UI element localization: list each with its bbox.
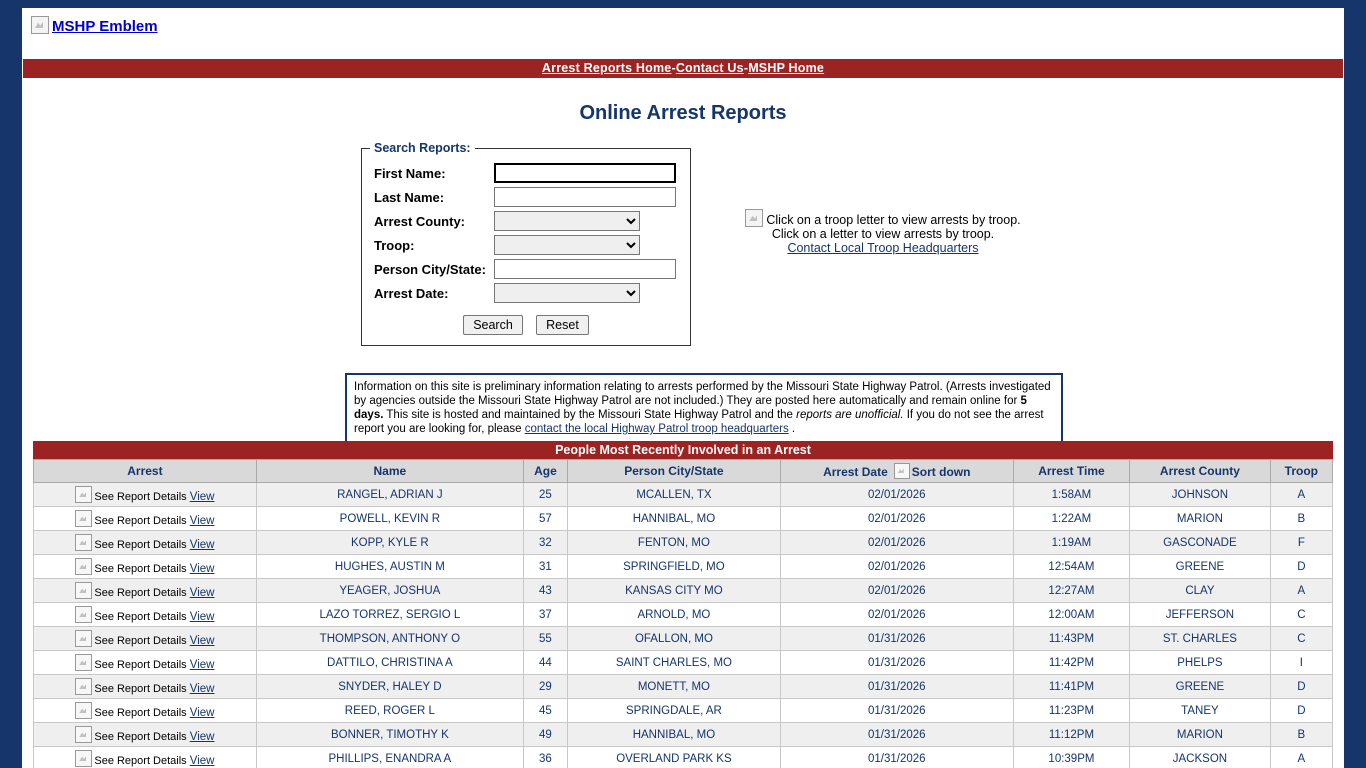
nav-arrest-reports-home[interactable]: Arrest Reports Home xyxy=(541,61,672,75)
column-header-troop[interactable]: Troop xyxy=(1270,460,1332,483)
name-cell: KOPP, KYLE R xyxy=(256,531,523,555)
broken-image-icon xyxy=(75,750,92,767)
broken-image-icon xyxy=(75,582,92,599)
arrest-time-cell: 1:58AM xyxy=(1013,483,1129,507)
broken-image-icon xyxy=(745,209,763,227)
arrest-date-cell: 01/31/2026 xyxy=(780,627,1013,651)
column-header-arrest[interactable]: Arrest xyxy=(34,460,257,483)
age-cell: 49 xyxy=(523,723,567,747)
arrest-date-cell: 02/01/2026 xyxy=(780,507,1013,531)
column-header-name[interactable]: Name xyxy=(256,460,523,483)
arrest-time-cell: 10:39PM xyxy=(1013,747,1129,768)
see-report-details-alt-text: See Report Details xyxy=(94,707,190,719)
troop-cell: C xyxy=(1270,627,1332,651)
contact-local-troop-headquarters-link[interactable]: Contact Local Troop Headquarters xyxy=(787,241,979,255)
troop-hq-link-wrap xyxy=(703,241,1063,255)
arrest-time-cell: 1:19AM xyxy=(1013,531,1129,555)
arrest-date-cell: 01/31/2026 xyxy=(780,747,1013,768)
name-cell: RANGEL, ADRIAN J xyxy=(256,483,523,507)
view-report-link[interactable]: View xyxy=(189,755,215,767)
arrest-county-cell: MARION xyxy=(1130,723,1271,747)
troop-cell: C xyxy=(1270,603,1332,627)
arrest-date-label: Arrest Date: xyxy=(374,285,449,301)
notice-text-1: Information on this site is preliminary information relating to arrests performed by the Missouri State Highway Patrol. (Arrests investigated by agencies outside the Missouri State Highway Patrol are not included.) They are posted here automatically and remain online for xyxy=(354,381,1051,407)
search-reports-fieldset xyxy=(361,141,691,346)
troop-cell: A xyxy=(1270,483,1332,507)
age-cell: 29 xyxy=(523,675,567,699)
name-cell: PHILLIPS, ENANDRA A xyxy=(256,747,523,768)
nav-separator-1: - xyxy=(671,61,676,75)
see-report-details-alt-text: See Report Details xyxy=(94,611,190,623)
arrest-county-cell: GASCONADE xyxy=(1130,531,1271,555)
column-header-arrest-date-label: Arrest Date xyxy=(823,465,888,479)
view-report-link[interactable]: View xyxy=(189,587,215,599)
notice-text-2: This site is hosted and maintained by the Missouri State Highway Patrol and the xyxy=(383,409,797,421)
arrest-county-cell: TANEY xyxy=(1130,699,1271,723)
arrest-date-cell: 02/01/2026 xyxy=(780,579,1013,603)
arrest-results-table xyxy=(33,459,1333,768)
view-report-link[interactable]: View xyxy=(189,707,215,719)
person-city-state-cell: HANNIBAL, MO xyxy=(568,507,781,531)
troop-label: Troop: xyxy=(374,237,415,253)
top-navbar xyxy=(23,59,1343,78)
arrest-county-label: Arrest County: xyxy=(374,213,466,229)
column-header-arrest-time[interactable]: Arrest Time xyxy=(1013,460,1129,483)
arrest-county-cell: JOHNSON xyxy=(1130,483,1271,507)
troop-map-alt-text: Click on a troop letter to view arrests by troop. xyxy=(766,213,1021,227)
arrest-county-cell: ST. CHARLES xyxy=(1130,627,1271,651)
arrest-report-cell xyxy=(34,723,257,747)
broken-image-icon xyxy=(75,678,92,695)
see-report-details-alt-text: See Report Details xyxy=(94,515,190,527)
arrest-report-cell xyxy=(34,675,257,699)
arrest-time-cell: 11:41PM xyxy=(1013,675,1129,699)
last-name-label: Last Name: xyxy=(374,189,445,205)
disclaimer-notice xyxy=(345,373,1063,443)
table-row xyxy=(34,579,1333,603)
arrest-county-cell: JACKSON xyxy=(1130,747,1271,768)
arrest-report-cell xyxy=(34,555,257,579)
broken-image-icon xyxy=(75,534,92,551)
age-cell: 43 xyxy=(523,579,567,603)
arrest-report-cell xyxy=(34,699,257,723)
view-report-link[interactable]: View xyxy=(189,659,215,671)
search-buttons xyxy=(370,305,682,335)
view-report-link[interactable]: View xyxy=(189,611,215,623)
person-city-state-label: Person City/State: xyxy=(374,261,486,277)
first-name-input[interactable] xyxy=(494,163,676,183)
results-title: People Most Recently Involved in an Arrest xyxy=(33,441,1333,459)
troop-cell: I xyxy=(1270,651,1332,675)
troop-cell: B xyxy=(1270,507,1332,531)
person-city-state-cell: OVERLAND PARK KS xyxy=(568,747,781,768)
arrest-date-cell xyxy=(490,281,680,305)
mshp-emblem-alt-text[interactable]: MSHP Emblem xyxy=(52,18,158,35)
name-cell: BONNER, TIMOTHY K xyxy=(256,723,523,747)
search-legend: Search Reports: xyxy=(374,141,471,155)
first-name-label: First Name: xyxy=(374,165,446,181)
name-cell: THOMPSON, ANTHONY O xyxy=(256,627,523,651)
person-city-state-cell: KANSAS CITY MO xyxy=(568,579,781,603)
table-row xyxy=(34,651,1333,675)
arrest-report-cell xyxy=(34,483,257,507)
arrest-time-cell: 12:27AM xyxy=(1013,579,1129,603)
column-header-arrest-date[interactable] xyxy=(780,460,1013,483)
form-row-first-name xyxy=(370,161,680,185)
age-cell: 45 xyxy=(523,699,567,723)
table-row xyxy=(34,555,1333,579)
sort-down-icon xyxy=(894,463,910,479)
troop-cell: D xyxy=(1270,555,1332,579)
reset-button[interactable]: Reset xyxy=(536,315,589,335)
arrest-time-cell: 11:43PM xyxy=(1013,627,1129,651)
arrest-county-cell: MARION xyxy=(1130,507,1271,531)
page-title: Online Arrest Reports xyxy=(579,102,787,124)
age-cell: 31 xyxy=(523,555,567,579)
arrest-report-cell xyxy=(34,603,257,627)
table-row xyxy=(34,603,1333,627)
arrest-date-select[interactable] xyxy=(494,283,640,303)
search-area xyxy=(23,141,1343,356)
view-report-link[interactable]: View xyxy=(189,683,215,695)
age-cell: 57 xyxy=(523,507,567,531)
nav-mshp-home[interactable]: MSHP Home xyxy=(748,61,825,75)
see-report-details-alt-text: See Report Details xyxy=(94,755,190,767)
table-row xyxy=(34,507,1333,531)
search-form-table xyxy=(370,161,680,305)
form-row-last-name xyxy=(370,185,680,209)
arrest-report-cell xyxy=(34,531,257,555)
broken-image-icon xyxy=(75,486,92,503)
nav-contact-us[interactable]: Contact Us xyxy=(675,61,744,75)
arrest-date-cell: 01/31/2026 xyxy=(780,675,1013,699)
form-row-arrest-county xyxy=(370,209,680,233)
view-report-link[interactable]: View xyxy=(189,491,215,503)
broken-image-icon xyxy=(75,654,92,671)
table-row xyxy=(34,747,1333,768)
troop-cell: D xyxy=(1270,699,1332,723)
person-city-state-cell: SPRINGFIELD, MO xyxy=(568,555,781,579)
age-cell: 55 xyxy=(523,627,567,651)
name-cell: LAZO TORREZ, SERGIO L xyxy=(256,603,523,627)
age-cell: 37 xyxy=(523,603,567,627)
see-report-details-alt-text: See Report Details xyxy=(94,563,190,575)
arrest-time-cell: 11:12PM xyxy=(1013,723,1129,747)
name-cell: DATTILO, CHRISTINA A xyxy=(256,651,523,675)
age-cell: 44 xyxy=(523,651,567,675)
arrest-county-select[interactable] xyxy=(494,211,640,231)
arrest-report-cell xyxy=(34,627,257,651)
age-cell: 25 xyxy=(523,483,567,507)
person-city-state-cell: HANNIBAL, MO xyxy=(568,723,781,747)
name-cell: SNYDER, HALEY D xyxy=(256,675,523,699)
table-row xyxy=(34,627,1333,651)
arrest-county-cell: PHELPS xyxy=(1130,651,1271,675)
table-row xyxy=(34,531,1333,555)
view-report-link[interactable]: View xyxy=(189,539,215,551)
arrest-county-cell: GREENE xyxy=(1130,675,1271,699)
name-cell: REED, ROGER L xyxy=(256,699,523,723)
arrest-report-cell xyxy=(34,747,257,768)
arrest-date-cell: 02/01/2026 xyxy=(780,531,1013,555)
person-city-state-cell: FENTON, MO xyxy=(568,531,781,555)
site-header xyxy=(23,9,1343,59)
person-city-state-cell: MONETT, MO xyxy=(568,675,781,699)
form-row-arrest-date xyxy=(370,281,680,305)
troop-cell: D xyxy=(1270,675,1332,699)
name-cell: POWELL, KEVIN R xyxy=(256,507,523,531)
arrest-time-cell: 12:54AM xyxy=(1013,555,1129,579)
form-row-person-city-state xyxy=(370,257,680,281)
arrest-county-cell: CLAY xyxy=(1130,579,1271,603)
broken-image-icon xyxy=(75,630,92,647)
troop-cell: B xyxy=(1270,723,1332,747)
name-cell: YEAGER, JOSHUA xyxy=(256,579,523,603)
arrest-date-cell: 02/01/2026 xyxy=(780,603,1013,627)
troop-cell: A xyxy=(1270,747,1332,768)
column-header-person-city-state[interactable]: Person City/State xyxy=(568,460,781,483)
arrest-time-cell: 11:23PM xyxy=(1013,699,1129,723)
troop-map-broken-image[interactable] xyxy=(703,209,1063,227)
search-button[interactable]: Search xyxy=(463,315,523,335)
arrest-county-cell xyxy=(490,209,680,233)
arrest-date-cell: 02/01/2026 xyxy=(780,555,1013,579)
person-city-state-input[interactable] xyxy=(494,259,676,279)
person-city-state-cell: ARNOLD, MO xyxy=(568,603,781,627)
arrest-county-cell: GREENE xyxy=(1130,555,1271,579)
column-header-arrest-county[interactable]: Arrest County xyxy=(1130,460,1271,483)
person-city-state-cell: SPRINGDALE, AR xyxy=(568,699,781,723)
notice-troop-hq-link[interactable]: contact the local Highway Patrol troop headquarters xyxy=(524,423,789,435)
troop-cell: F xyxy=(1270,531,1332,555)
last-name-cell xyxy=(490,185,680,209)
results-header-row xyxy=(34,460,1333,483)
notice-text-3: If you do not see the arrest report you are looking for, please xyxy=(354,409,1044,435)
table-row xyxy=(34,723,1333,747)
content-frame xyxy=(22,8,1344,768)
broken-image-icon xyxy=(75,510,92,527)
person-city-state-cell: MCALLEN, TX xyxy=(568,483,781,507)
troop-cell xyxy=(490,233,680,257)
arrest-report-cell xyxy=(34,651,257,675)
see-report-details-alt-text: See Report Details xyxy=(94,683,190,695)
view-report-link[interactable]: View xyxy=(189,515,215,527)
notice-italic: reports are unofficial. xyxy=(796,409,904,421)
arrest-county-cell: JEFFERSON xyxy=(1130,603,1271,627)
arrest-date-cell: 01/31/2026 xyxy=(780,651,1013,675)
table-row xyxy=(34,483,1333,507)
arrest-date-cell: 02/01/2026 xyxy=(780,483,1013,507)
arrest-date-cell: 01/31/2026 xyxy=(780,699,1013,723)
broken-image-icon xyxy=(75,726,92,743)
arrest-time-cell: 12:00AM xyxy=(1013,603,1129,627)
column-header-age[interactable]: Age xyxy=(523,460,567,483)
person-city-state-cell: SAINT CHARLES, MO xyxy=(568,651,781,675)
troop-map-caption: Click on a letter to view arrests by troop. xyxy=(771,227,995,241)
broken-image-icon xyxy=(75,702,92,719)
person-city-state-cell: OFALLON, MO xyxy=(568,627,781,651)
see-report-details-alt-text: See Report Details xyxy=(94,587,190,599)
troop-cell: A xyxy=(1270,579,1332,603)
first-name-cell xyxy=(490,161,680,185)
broken-image-icon xyxy=(75,606,92,623)
broken-image-icon xyxy=(31,16,49,34)
arrest-time-cell: 11:42PM xyxy=(1013,651,1129,675)
troop-map-panel xyxy=(703,209,1063,255)
age-cell: 36 xyxy=(523,747,567,768)
mshp-emblem-link[interactable] xyxy=(31,16,331,36)
table-row xyxy=(34,675,1333,699)
person-city-state-cell xyxy=(490,257,680,281)
results-section xyxy=(33,441,1333,768)
broken-image-icon xyxy=(75,558,92,575)
last-name-input[interactable] xyxy=(494,187,676,207)
troop-select[interactable] xyxy=(494,235,640,255)
form-row-troop xyxy=(370,233,680,257)
notice-text-4: . xyxy=(788,423,796,435)
sort-image-alt: Sort down xyxy=(911,465,971,479)
age-cell: 32 xyxy=(523,531,567,555)
arrest-date-cell: 01/31/2026 xyxy=(780,723,1013,747)
arrest-time-cell: 1:22AM xyxy=(1013,507,1129,531)
view-report-link[interactable]: View xyxy=(189,731,215,743)
arrest-report-cell xyxy=(34,507,257,531)
nav-separator-2: - xyxy=(743,61,749,75)
name-cell: HUGHES, AUSTIN M xyxy=(256,555,523,579)
see-report-details-alt-text: See Report Details xyxy=(94,731,190,743)
see-report-details-alt-text: See Report Details xyxy=(94,539,190,551)
table-row xyxy=(34,699,1333,723)
see-report-details-alt-text: See Report Details xyxy=(94,635,190,647)
arrest-report-cell xyxy=(34,579,257,603)
see-report-details-alt-text: See Report Details xyxy=(94,491,190,503)
view-report-link[interactable]: View xyxy=(189,563,215,575)
results-body xyxy=(34,483,1333,768)
see-report-details-alt-text: See Report Details xyxy=(94,659,190,671)
notice-days: 5 days. xyxy=(354,395,1027,421)
view-report-link[interactable]: View xyxy=(189,635,215,647)
